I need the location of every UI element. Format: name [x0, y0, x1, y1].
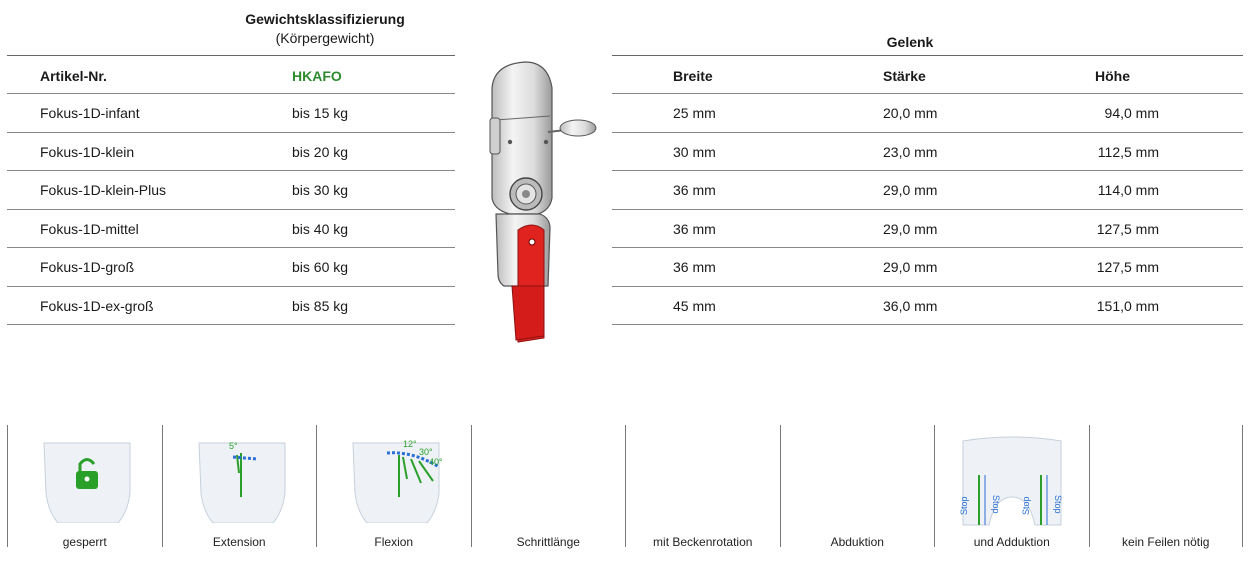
table-row — [7, 171, 455, 210]
thickness-cell: 29,0 mm — [883, 259, 938, 275]
weight-cell: bis 15 kg — [292, 105, 349, 121]
feature-adduction — [934, 425, 1089, 547]
adduction-stop-icon — [957, 435, 1067, 531]
feature-step-length — [471, 425, 626, 547]
table-row — [612, 287, 1243, 326]
features-strip — [7, 425, 1243, 547]
thickness-cell: 29,0 mm — [883, 182, 938, 198]
width-cell: 36 mm — [673, 259, 716, 275]
thickness-cell: 23,0 mm — [883, 143, 938, 160]
stop-label: Stop — [1021, 496, 1031, 515]
article-cell: Fokus-1D-klein-Plus — [40, 182, 167, 198]
col-width: Breite — [673, 68, 713, 84]
stop-label: Stop — [959, 496, 969, 515]
height-cell: 112,5 mm — [1097, 143, 1159, 160]
weight-title: Gewichtsklassifizierung — [245, 11, 405, 27]
feature-label: mit Beckenrotation — [653, 535, 753, 549]
weight-cell: bis 85 kg — [292, 297, 349, 314]
joint-header: Gelenk — [886, 34, 934, 50]
feature-locked — [7, 425, 162, 547]
height-cell: 94,0 mm — [1104, 105, 1159, 121]
weight-cell: bis 30 kg — [292, 182, 349, 198]
thickness-cell: 20,0 mm — [883, 105, 938, 121]
feature-label: kein Feilen nötig — [1122, 535, 1210, 549]
lock-icon — [38, 433, 134, 523]
extension-angle: 5° — [228, 441, 238, 451]
weight-cell: bis 40 kg — [292, 220, 349, 237]
feature-no-filing — [1089, 425, 1244, 547]
table-row — [612, 210, 1243, 249]
right-table-body — [612, 94, 1243, 325]
table-row — [7, 133, 455, 172]
article-cell: Fokus-1D-mittel — [40, 220, 139, 237]
table-row — [612, 171, 1243, 210]
thickness-cell: 29,0 mm — [883, 220, 938, 237]
weight-subtitle: (Körpergewicht) — [275, 30, 375, 46]
feature-pelvic-rotation — [625, 425, 780, 547]
width-cell: 45 mm — [673, 297, 716, 314]
height-cell: 127,5 mm — [1096, 220, 1159, 237]
left-top-divider — [7, 55, 455, 56]
width-cell: 30 mm — [673, 143, 716, 160]
table-row — [7, 94, 455, 133]
feature-label: und Adduktion — [973, 535, 1050, 549]
feature-extension — [162, 425, 317, 547]
feature-label: Flexion — [374, 535, 414, 549]
thickness-cell: 36,0 mm — [883, 297, 938, 314]
flexion-angle-1: 12° — [403, 439, 417, 449]
weight-cell: bis 20 kg — [292, 143, 349, 160]
feature-label: Schrittlänge — [516, 535, 580, 549]
flexion-angle-2: 30° — [419, 447, 433, 457]
width-cell: 36 mm — [673, 182, 716, 198]
feature-flexion — [316, 425, 471, 547]
width-cell: 36 mm — [673, 220, 716, 237]
article-cell: Fokus-1D-infant — [40, 105, 140, 121]
joint-illustration — [470, 58, 610, 348]
extension-icon — [193, 433, 289, 523]
flexion-icon — [347, 433, 443, 523]
table-row — [612, 133, 1243, 172]
col-article: Artikel-Nr. — [40, 68, 107, 84]
article-cell: Fokus-1D-groß — [40, 259, 135, 275]
weight-classification-header — [220, 10, 430, 48]
right-top-divider — [612, 55, 1243, 56]
stop-label: Stop — [1053, 495, 1063, 514]
width-cell: 25 mm — [673, 105, 716, 121]
feature-label: Extension — [212, 535, 266, 549]
col-height: Höhe — [1095, 68, 1130, 84]
stop-label: Stop — [991, 495, 1001, 514]
table-row — [612, 94, 1243, 133]
col-thickness: Stärke — [883, 68, 926, 84]
table-row — [612, 248, 1243, 287]
height-cell: 151,0 mm — [1096, 297, 1159, 314]
article-cell: Fokus-1D-klein — [40, 143, 135, 160]
feature-label: Abduktion — [830, 535, 884, 549]
weight-cell: bis 60 kg — [292, 259, 349, 275]
feature-label: gesperrt — [62, 535, 107, 549]
height-cell: 127,5 mm — [1096, 259, 1159, 275]
col-hkafo: HKAFO — [292, 68, 342, 84]
left-table-body — [7, 94, 455, 325]
flexion-angle-3: 40° — [429, 457, 443, 467]
height-cell: 114,0 mm — [1097, 182, 1159, 198]
table-row — [7, 210, 455, 249]
table-row — [7, 248, 455, 287]
table-row — [7, 287, 455, 326]
feature-abduction — [780, 425, 935, 547]
article-cell: Fokus-1D-ex-groß — [40, 297, 154, 314]
